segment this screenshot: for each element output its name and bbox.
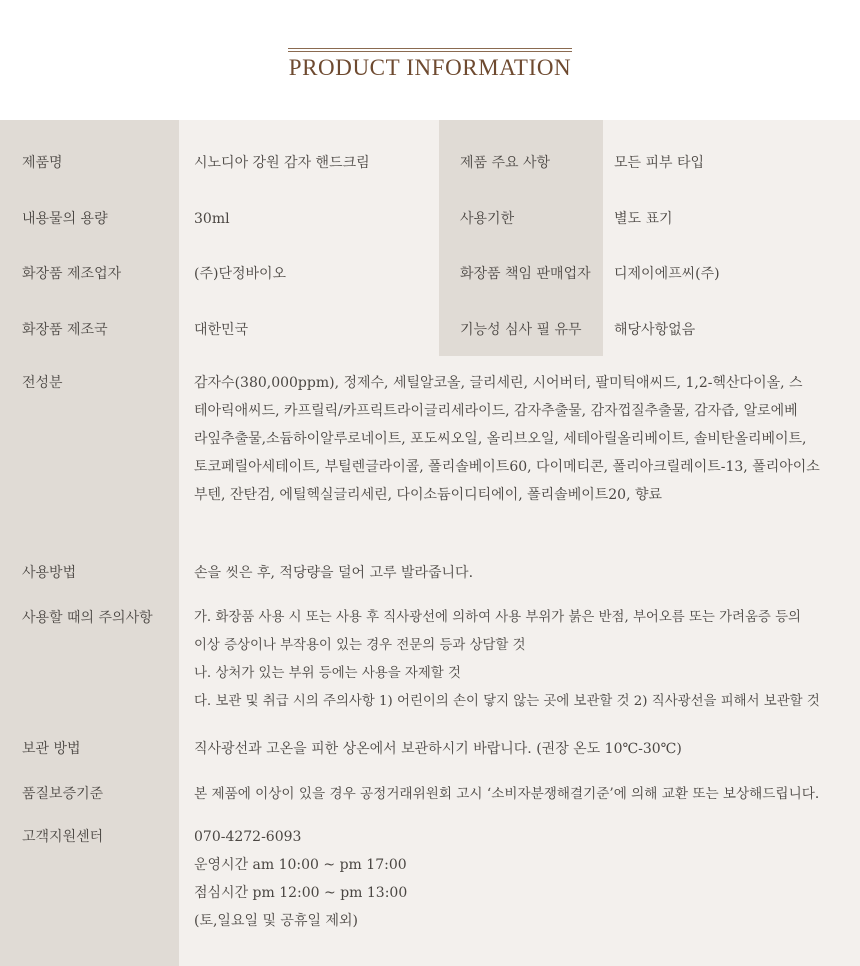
- value-storage: 직사광선과 고온을 피한 상온에서 보관하시기 바랍니다. (권장 온도 10℃-30℃): [194, 741, 682, 757]
- label-ingredients: 전성분: [22, 375, 63, 391]
- caution-line: 다. 보관 및 취급 시의 주의사항 1) 어린이의 손이 닿지 않는 곳에 보관할 것 2) 직사광선을 피해서 보관할 것: [194, 694, 820, 709]
- value-key-details: 모든 피부 타입: [614, 155, 705, 171]
- caution-line: 나. 상처가 있는 부위 등에는 사용을 자제할 것: [194, 666, 461, 681]
- support-line: 점심시간 pm 12:00 ~ pm 13:00: [194, 885, 408, 901]
- label-manufacturer: 화장품 제조업자: [22, 266, 122, 282]
- value-caution: [194, 604, 820, 716]
- value-quality: 본 제품에 이상이 있을 경우 공정거래위원회 고시 ‘소비자분쟁해결기준’에 의해 교환 또는 보상해드립니다.: [194, 786, 820, 802]
- support-line: (토,일요일 및 공휴일 제외): [194, 913, 358, 929]
- label-country: 화장품 제조국: [22, 322, 108, 338]
- value-volume: 30ml: [194, 211, 230, 227]
- value-ingredients: [194, 369, 820, 509]
- support-line: 070-4272-6093: [194, 829, 302, 845]
- label-support: 고객지원센터: [22, 829, 104, 845]
- value-expiry: 별도 표기: [614, 211, 673, 227]
- label-functional-review: 기능성 심사 필 유무: [460, 322, 582, 338]
- value-manufacturer: (주)단정바이오: [194, 266, 287, 282]
- page-title: PRODUCT INFORMATION: [288, 55, 572, 80]
- caution-line: 이상 증상이나 부작용이 있는 경우 전문의 등과 상담할 것: [194, 638, 526, 653]
- label-caution: 사용할 때의 주의사항: [22, 610, 153, 626]
- value-usage: 손을 씻은 후, 적당량을 덜어 고루 발라줍니다.: [194, 565, 474, 581]
- value-country: 대한민국: [194, 322, 249, 338]
- value-functional-review: 해당사항없음: [614, 322, 696, 338]
- label-usage: 사용방법: [22, 565, 77, 581]
- label-expiry: 사용기한: [460, 211, 515, 227]
- label-quality: 품질보증기준: [22, 786, 104, 802]
- ingredients-line: 라잎추출물,소듐하이알루로네이트, 포도씨오일, 올리브오일, 세테아릴올리베이트, 솔비탄올리베이트,: [194, 431, 807, 447]
- label-key-details: 제품 주요 사항: [460, 155, 551, 171]
- title-double-rule: [288, 48, 572, 52]
- label-distributor: 화장품 책임 판매업자: [460, 266, 591, 282]
- value-distributor: 디제이에프씨(주): [614, 266, 720, 282]
- label-product-name: 제품명: [22, 155, 63, 171]
- ingredients-line: 테아릭애씨드, 카프릴릭/카프릭트라이글리세라이드, 감자추출물, 감자껍질추출물, 감자즙, 알로에베: [194, 403, 798, 419]
- product-info-table: [0, 120, 860, 966]
- value-product-name: 시노디아 강원 감자 핸드크림: [194, 155, 370, 171]
- label-volume: 내용물의 용량: [22, 211, 108, 227]
- ingredients-line: 토코페릴아세테이트, 부틸렌글라이콜, 폴리솔베이트60, 다이메티콘, 폴리아크릴레이트-13, 폴리아이소: [194, 459, 820, 475]
- label-storage: 보관 방법: [22, 741, 81, 757]
- ingredients-line: 감자수(380,000ppm), 정제수, 세틸알코올, 글리세린, 시어버터, 팔미틱애씨드, 1,2-헥산다이올, 스: [194, 375, 803, 391]
- caution-line: 가. 화장품 사용 시 또는 사용 후 직사광선에 의하여 사용 부위가 붉은 반점, 부어오름 또는 가려움증 등의: [194, 610, 801, 625]
- header: [0, 0, 860, 120]
- support-line: 운영시간 am 10:00 ~ pm 17:00: [194, 857, 407, 873]
- section-title: [288, 48, 572, 81]
- value-support: [194, 823, 407, 935]
- ingredients-line: 부텐, 잔탄검, 에틸헥실글리세린, 다이소듐이디티에이, 폴리솔베이트20, 향료: [194, 487, 663, 503]
